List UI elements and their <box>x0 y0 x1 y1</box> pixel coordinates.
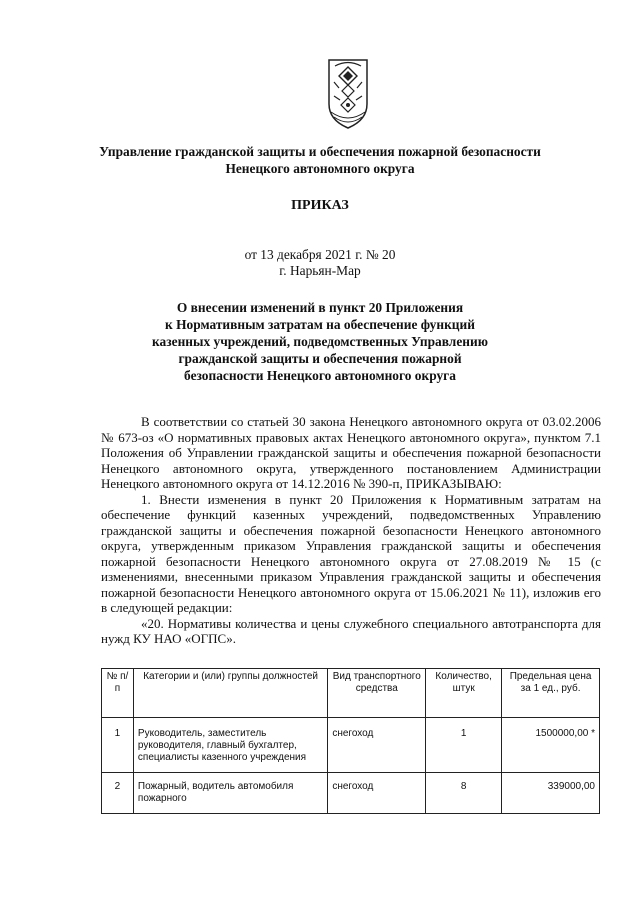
cell-category: Пожарный, водитель автомобиля пожарного <box>133 773 327 814</box>
cell-vehicle-type: снегоход <box>328 718 426 773</box>
cell-quantity: 8 <box>426 773 502 814</box>
document-subject <box>100 299 540 384</box>
subject-line: гражданской защиты и обеспечения пожарной <box>178 351 462 366</box>
norms-table <box>101 668 600 814</box>
cell-number: 1 <box>102 718 134 773</box>
header-vehicle-type: Вид транспортного средства <box>328 669 426 718</box>
organization-name <box>40 143 600 177</box>
cell-vehicle-type: снегоход <box>328 773 426 814</box>
organization-line-2: Ненецкого автономного округа <box>225 161 415 176</box>
header-max-price: Предельная цена за 1 ед., руб. <box>502 669 600 718</box>
cell-max-price: 1500000,00 * <box>502 718 600 773</box>
subject-line: казенных учреждений, подведомственных Управлению <box>152 334 488 349</box>
body-paragraph-norms: «20. Нормативы количества и цены служебного специального автотранспорта для нужд КУ НАО «ОГПС». <box>101 615 601 646</box>
coat-of-arms-emblem <box>327 58 369 130</box>
subject-line: О внесении изменений в пункт 20 Приложения <box>176 300 464 315</box>
table-header-row <box>102 669 600 718</box>
cell-number: 2 <box>102 773 134 814</box>
subject-line: безопасности Ненецкого автономного округа <box>184 368 456 383</box>
table-row <box>102 718 600 773</box>
document-place: г. Нарьян-Мар <box>279 263 361 278</box>
cell-quantity: 1 <box>426 718 502 773</box>
cell-max-price: 339000,00 <box>502 773 600 814</box>
document-date-number: от 13 декабря 2021 г. № 20 <box>244 247 396 262</box>
table-row <box>102 773 600 814</box>
header-quantity: Количество, штук <box>426 669 502 718</box>
organization-line-1: Управление гражданской защиты и обеспечения пожарной безопасности <box>99 144 541 159</box>
cell-category: Руководитель, заместитель руководителя, главный бухгалтер, специалисты казенного учреждения <box>133 718 327 773</box>
header-number: № п/п <box>102 669 134 718</box>
document-title: ПРИКАЗ <box>291 198 349 213</box>
body-paragraph-preamble: В соответствии со статьей 30 закона Ненецкого автономного округа от 03.02.2006 № 673-оз «О нормативных правовых актах Ненецкого автономного округа», пунктом 7.1 Положения об Управлении гражданской защиты и обеспечения пожарной безопасности Ненецкого автономного округа, утвержденного постановлением Администрации Ненецкого автономного округа от 14.12.2016 № 390-п, ПРИКАЗЫВАЮ: <box>101 414 601 491</box>
body-paragraph-item-1: 1. Внести изменения в пункт 20 Приложения к Нормативным затратам на обеспечение функций казенных учреждений, подведомственных Управлению гражданской защиты и обеспечения пожарной безопасности Ненецкого автономного округа, утвержденным приказом Управления гражданской защиты и обеспечения пожарной безопасности Ненецкого автономного округа от 27.08.2019 № 15 (с изменениями, внесенными приказом Управления гражданской защиты и обеспечения пожарной безопасности Ненецкого автономного округа от 15.06.2021 № 11), изложив его в следующей редакции: <box>101 491 601 615</box>
header-category: Категории и (или) группы должностей <box>133 669 327 718</box>
subject-line: к Нормативным затратам на обеспечение функций <box>165 317 475 332</box>
document-body <box>101 414 601 647</box>
